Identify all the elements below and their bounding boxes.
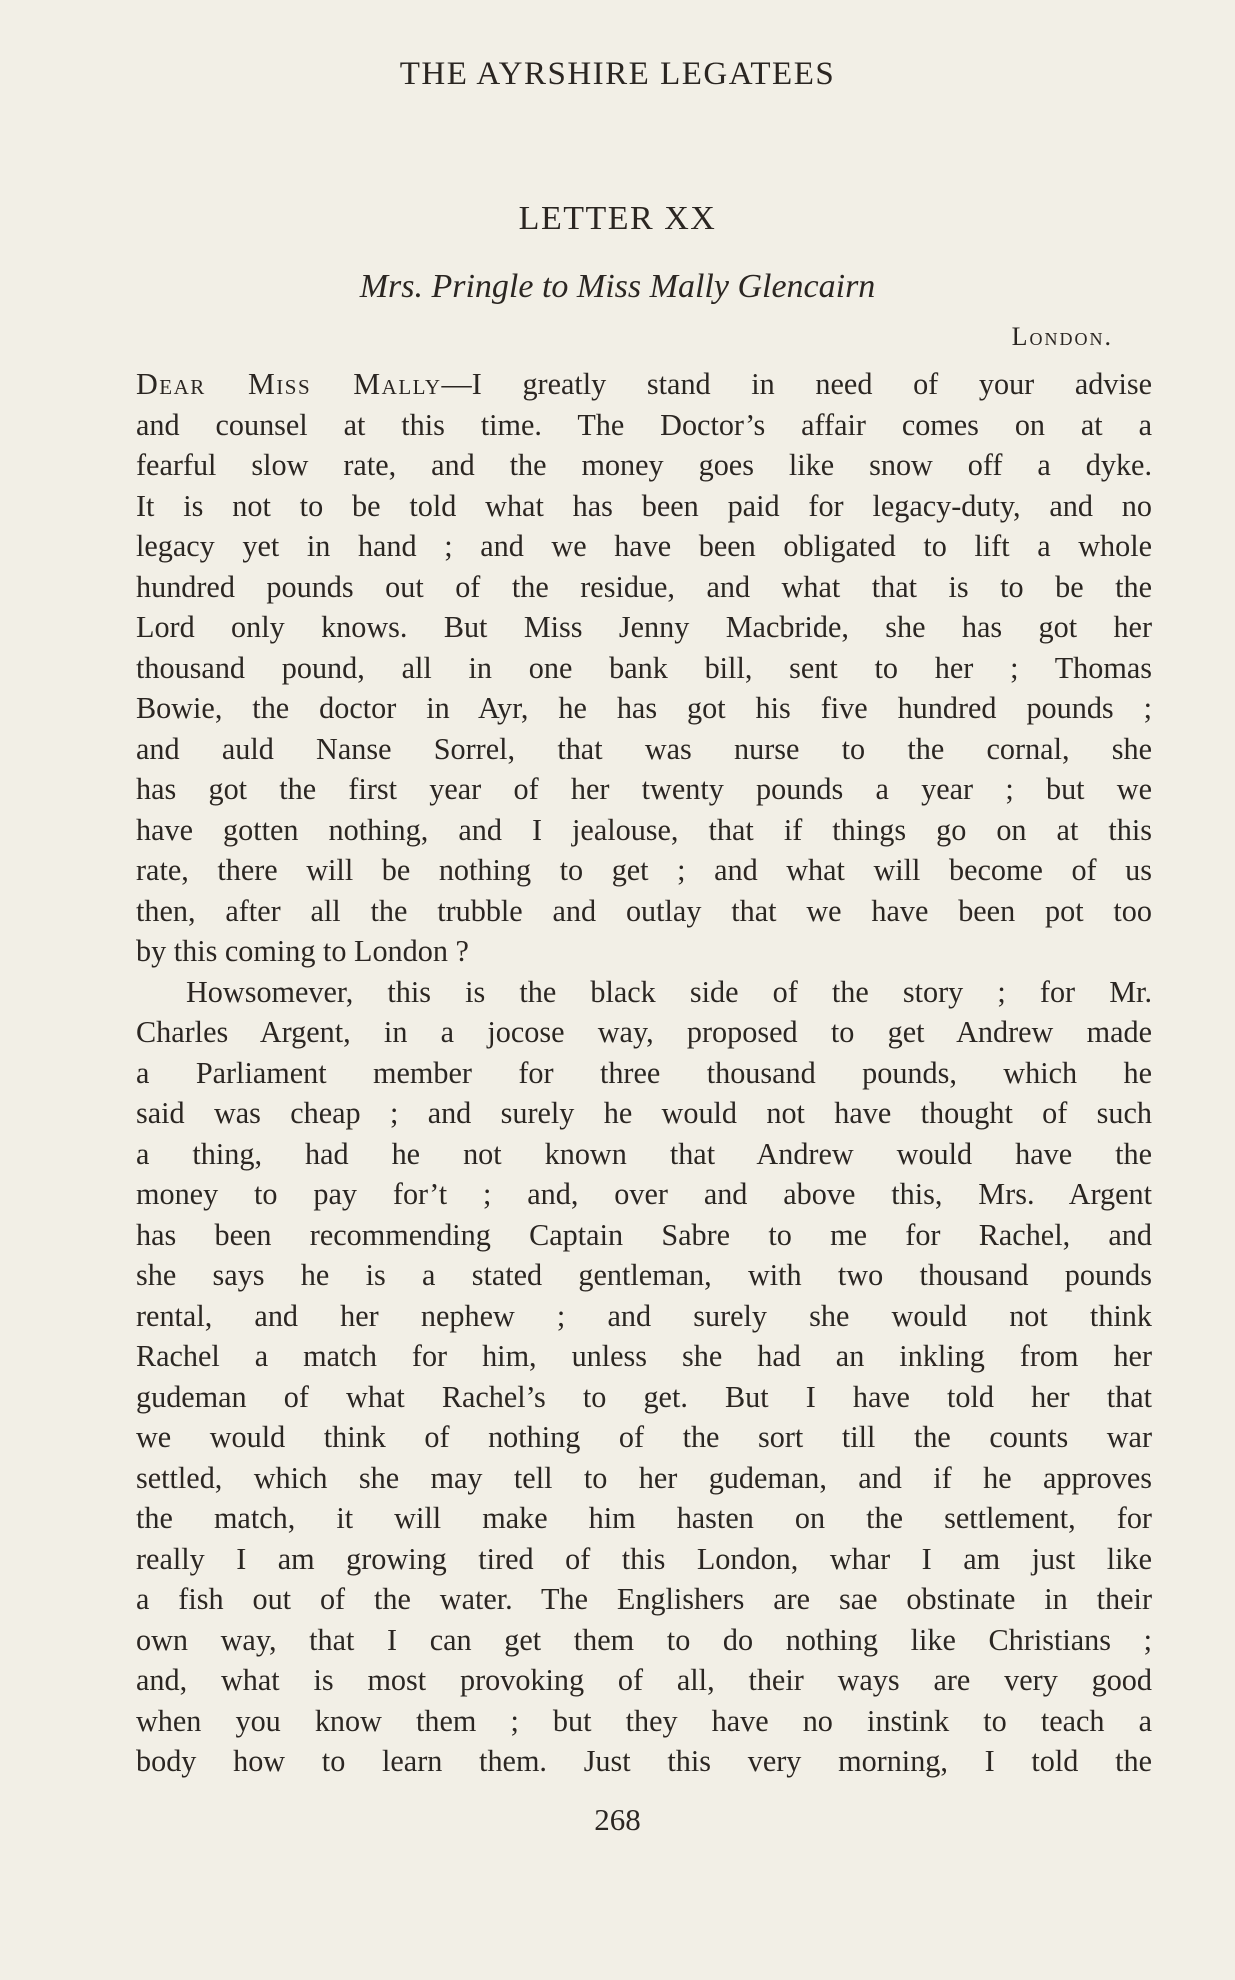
body-line: gudeman of what Rachel’s to get. But I have told her that [136,1379,1152,1414]
body-line: Howsomever, this is the black side of the story ; for Mr. [186,974,1152,1009]
body-line: rate, there will be nothing to get ; and what will become of us [136,853,1152,887]
salutation: Dear Miss Mally [136,367,442,401]
body-line: It is not to be told what has been paid for legacy-duty, and no [136,488,1152,523]
body-line: and auld Nanse Sorrel, that was nurse to the cornal, she [136,731,1152,766]
body-line: a fish out of the water. The Englishers are sae obstinate in their [136,1582,1152,1616]
body-line: Bowie, the doctor in Ayr, he has got his five hundred pounds ; [136,691,1152,725]
body-line [136,364,1152,405]
body-line: she says he is a stated gentleman, with two thousand pounds [136,1258,1152,1292]
body-line: rental, and her nephew ; and surely she would not think [136,1298,1152,1333]
body-line: we would think of nothing of the sort till the counts war [136,1420,1152,1454]
body-line: thousand pound, all in one bank bill, sent to her ; Thomas [136,650,1152,685]
body-line: has been recommending Captain Sabre to me for Rachel, and [136,1217,1152,1252]
body-line: a thing, had he not known that Andrew would have the [136,1136,1152,1171]
body-line: have gotten nothing, and I jealouse, that if things go on at this [136,812,1152,847]
body-line: own way, that I can get them to do nothing like Christians ; [136,1622,1152,1657]
letter-subtitle: Mrs. Pringle to Miss Mally Glencairn [359,268,876,305]
body-line: and, what is most provoking of all, their ways are very good [136,1663,1152,1697]
body-line: Rachel a match for him, unless she had an inkling from her [136,1339,1152,1373]
letter-body [136,364,1152,1782]
body-line: settled, which she may tell to her gudeman, and if he approves [136,1460,1152,1495]
body-line: a Parliament member for three thousand pounds, which he [136,1055,1152,1090]
body-line: body how to learn them. Just this very morning, I told the [136,1744,1152,1778]
body-line: by this coming to London ? [136,934,469,968]
body-line: the match, it will make him hasten on the settlement, for [136,1501,1152,1535]
body-line: Charles Argent, in a jocose way, proposed to get Andrew made [136,1015,1152,1049]
letter-place: London. [1011,322,1113,351]
body-line: Lord only knows. But Miss Jenny Macbride, she has got her [136,610,1152,644]
body-line: fearful slow rate, and the money goes like snow off a dyke. [136,448,1152,482]
body-line: legacy yet in hand ; and we have been obligated to lift a whole [136,529,1152,563]
body-line: when you know them ; but they have no instink to teach a [136,1703,1152,1738]
body-line: really I am growing tired of this London, whar I am just like [136,1541,1152,1576]
body-line: money to pay for’t ; and, over and above this, Mrs. Argent [136,1177,1152,1211]
body-line: has got the first year of her twenty pounds a year ; but we [136,772,1152,806]
running-head: THE AYRSHIRE LEGATEES [399,56,836,92]
letter-title: LETTER XX [518,200,717,237]
page-number: 268 [594,1802,641,1837]
body-line: then, after all the trubble and outlay that we have been pot too [136,893,1152,928]
body-line-text: —I greatly stand in need of your advise [441,367,1152,401]
body-line: and counsel at this time. The Doctor’s affair comes on at a [136,407,1152,442]
body-line: hundred pounds out of the residue, and what that is to be the [136,569,1152,604]
body-line: said was cheap ; and surely he would not have thought of such [136,1096,1152,1130]
